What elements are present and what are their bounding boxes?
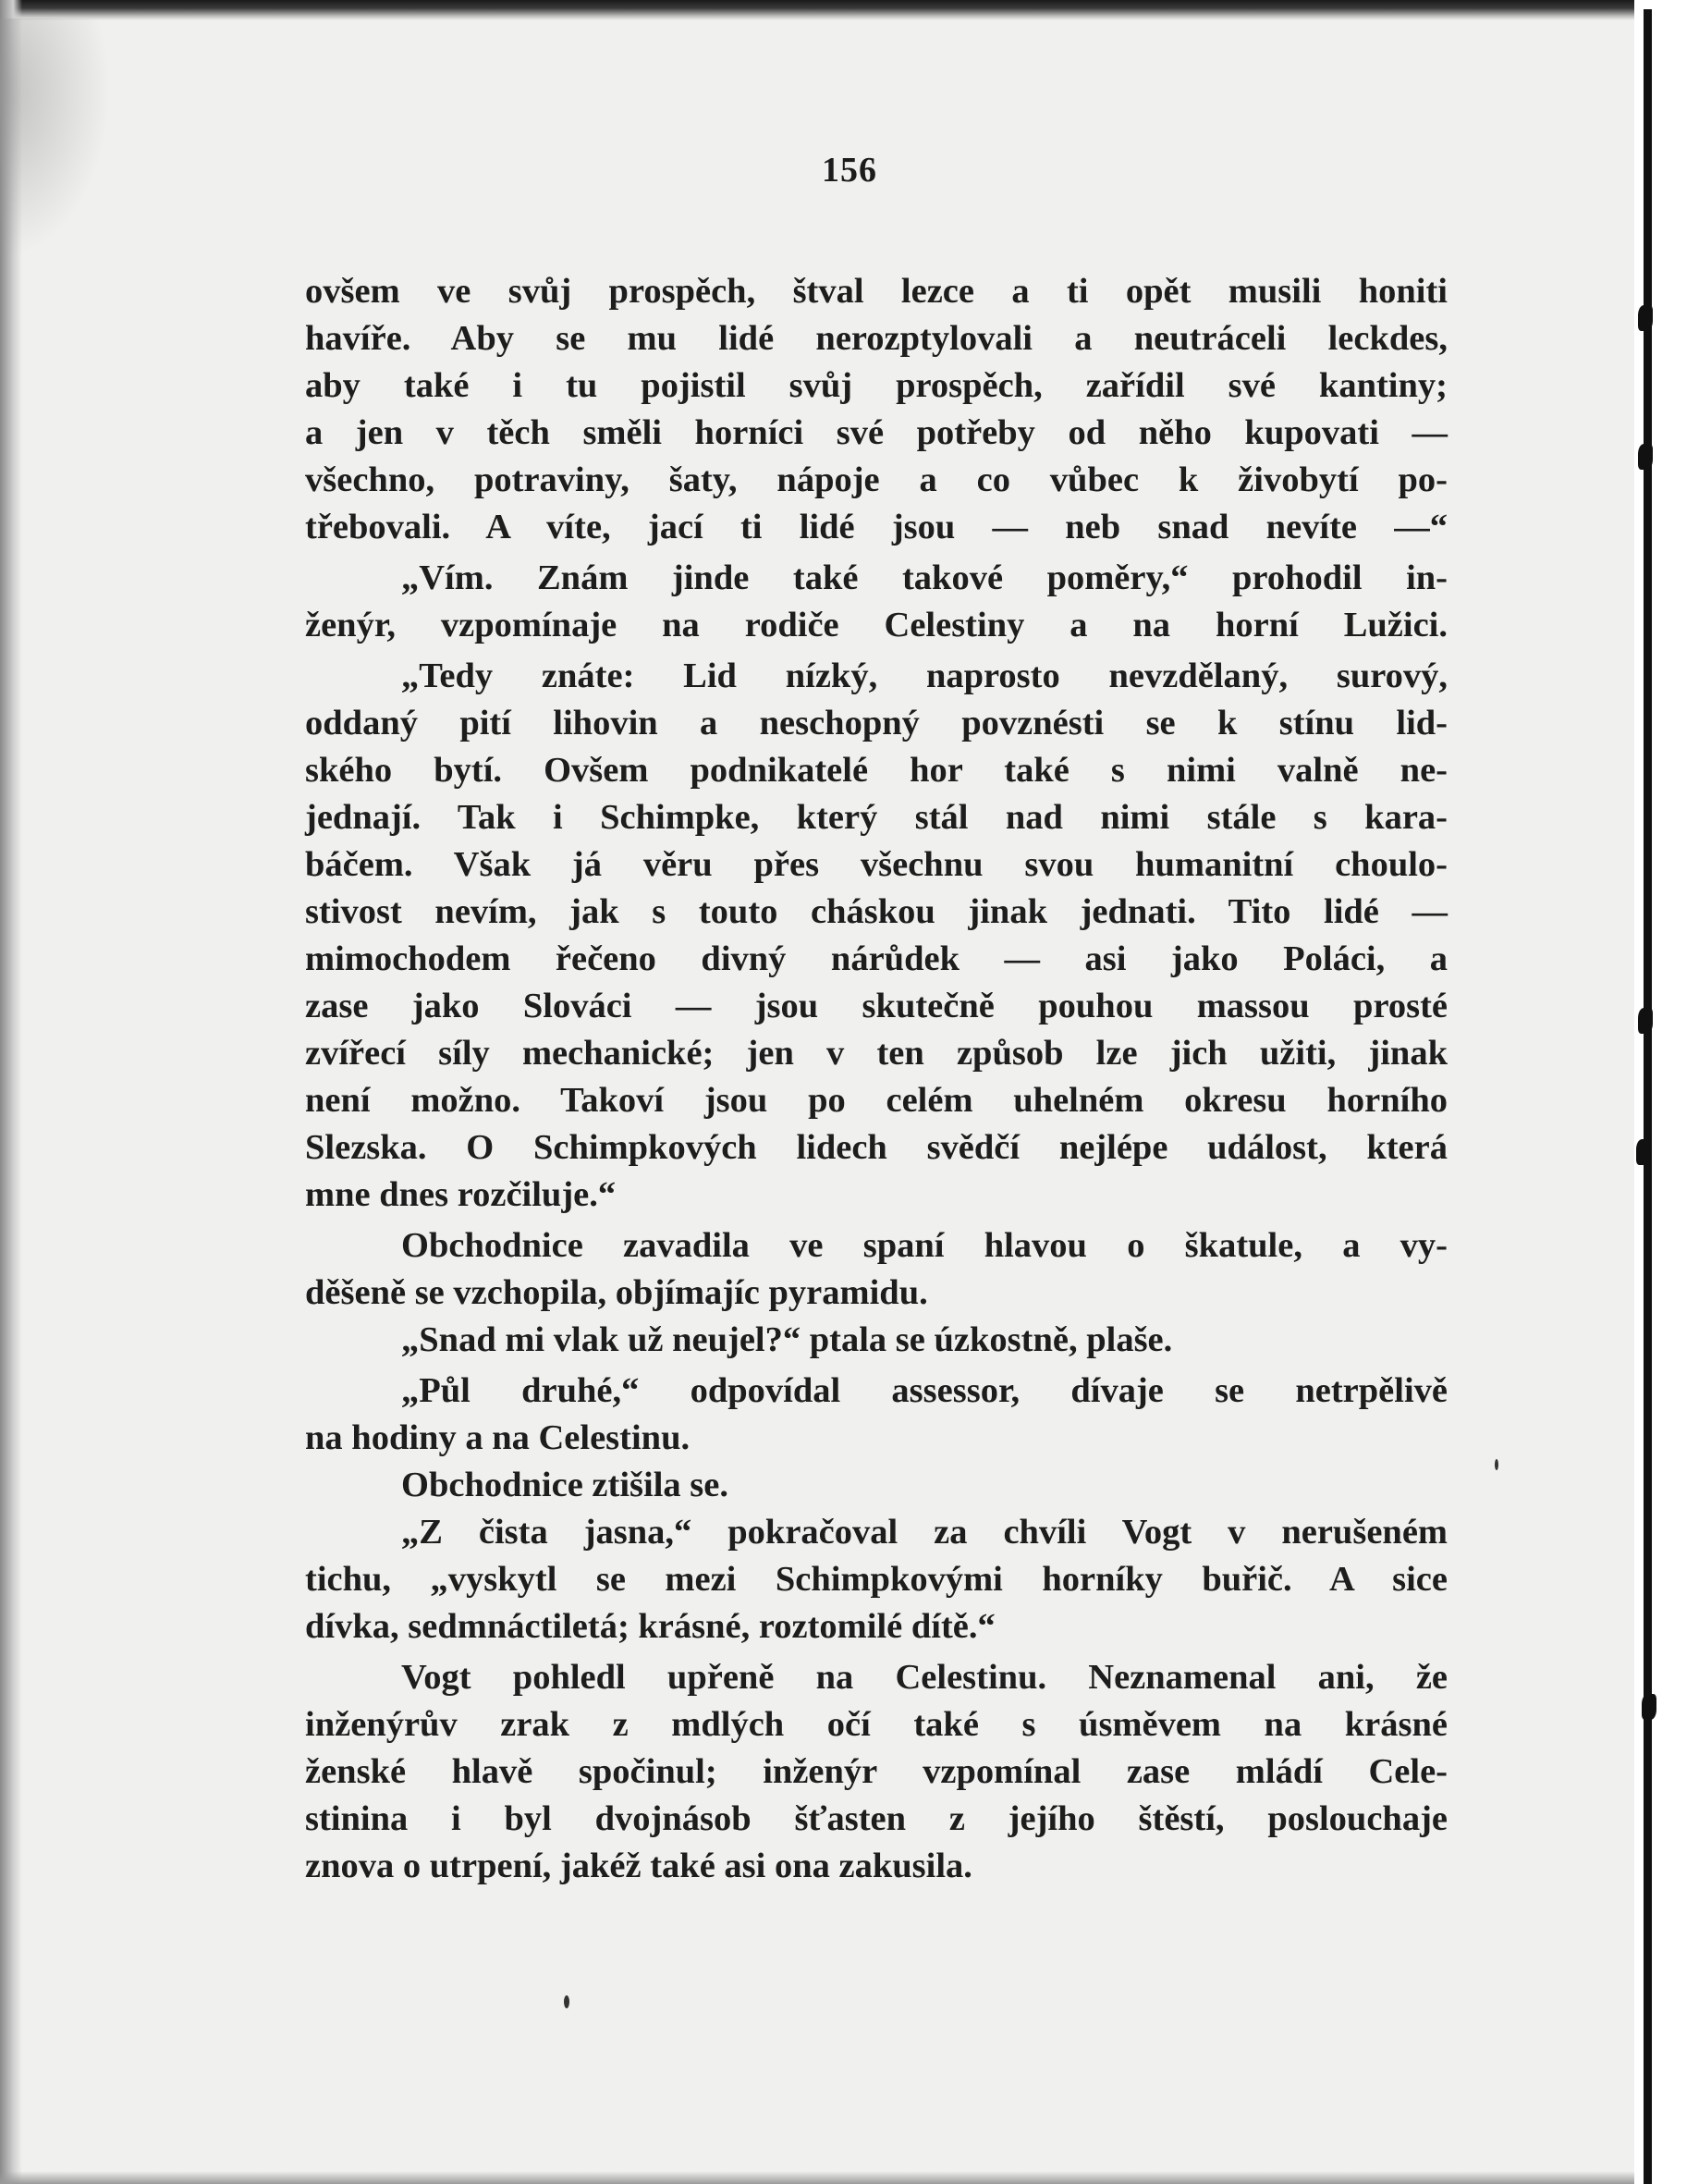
text-line: zase jako Slováci — jsou skutečně pouhou massou prosté	[305, 987, 1448, 1025]
text-line: Obchodnice ztišila se.	[401, 1466, 728, 1504]
text-line: Obchodnice zavadila ve spaní hlavou o škatule, a vy-	[401, 1226, 1448, 1265]
scan-smudge	[0, 18, 111, 259]
text-line: a jen v těch směli horníci své potřeby od něho kupovati —	[305, 413, 1448, 452]
text-line: dívka, sedmnáctiletá; krásné, roztomilé dítě.“	[305, 1607, 996, 1646]
text-line: „Půl druhé,“ odpovídal assessor, dívaje se netrpělivě	[401, 1371, 1448, 1410]
binding-mark	[1642, 1694, 1656, 1720]
text-line: „Snad mi vlak už neujel?“ ptala se úzkostně, plaše.	[401, 1320, 1173, 1359]
text-line: „Z čista jasna,“ pokračoval za chvíli Vogt v nerušeném	[401, 1513, 1448, 1552]
text-line: třebovali. A víte, jací ti lidé jsou — neb snad nevíte —“	[305, 508, 1448, 546]
paragraph	[305, 1222, 1448, 1317]
text-line: mimochodem řečeno divný nárůdek — asi jako Poláci, a	[305, 939, 1448, 978]
text-line: báčem. Však já věru přes všechnu svou humanitní choulo-	[305, 845, 1448, 884]
text-line: ženské hlavě spočinul; inženýr vzpomínal zase mládí Cele-	[305, 1752, 1448, 1791]
text-line: tichu, „vyskytl se mezi Schimpkovými horníky buřič. A sice	[305, 1560, 1448, 1599]
text-line: ovšem ve svůj prospěch, štval lezce a ti opět musili honiti	[305, 272, 1448, 311]
binding-mark	[1638, 1008, 1653, 1034]
text-line: inženýrův zrak z mdlých očí také s úsměvem na krásné	[305, 1705, 1448, 1744]
paragraph	[305, 555, 1448, 649]
paragraph	[305, 653, 1448, 1219]
text-line: zvířecí síly mechanické; jen v ten způsob lze jich užiti, jinak	[305, 1034, 1448, 1073]
paragraph	[305, 1368, 1448, 1462]
text-line: na hodiny a na Celestinu.	[305, 1418, 691, 1457]
text-line: děšeně se vzchopila, objímajíc pyramidu.	[305, 1273, 928, 1312]
ink-speck	[564, 1995, 569, 2008]
text-line: znova o utrpení, jakéž také asi ona zakusila.	[305, 1847, 972, 1885]
text-line: všechno, potraviny, šaty, nápoje a co vůbec k živobytí po-	[305, 460, 1448, 499]
binding-mark	[1638, 444, 1653, 470]
paragraph	[305, 1509, 1448, 1650]
paragraph	[305, 1654, 1448, 1890]
paragraph	[305, 268, 1448, 551]
scan-left-edge	[0, 0, 22, 2184]
scan-top-shadow	[0, 0, 1664, 20]
scan-bottom-edge	[0, 2171, 1699, 2184]
text-line: aby také i tu pojistil svůj prospěch, zařídil své kantiny;	[305, 366, 1448, 405]
paragraph	[305, 1317, 1448, 1364]
text-line: havíře. Aby se mu lidé nerozptylovali a neutráceli leckdes,	[305, 319, 1448, 358]
text-line: stivost nevím, jak s touto cháskou jinak jednati. Tito lidé —	[305, 892, 1448, 931]
text-line: není možno. Takoví jsou po celém uhelném okresu horního	[305, 1081, 1448, 1120]
text-line: „Tedy znáte: Lid nízký, naprosto nevzdělaný, surový,	[401, 656, 1448, 695]
binding-mark	[1638, 305, 1653, 331]
binding-edge	[1644, 9, 1652, 2184]
ink-speck	[1495, 1459, 1498, 1470]
text-line: jednají. Tak i Schimpke, který stál nad nimi stále s kara-	[305, 798, 1448, 837]
text-line: Vogt pohledl upřeně na Celestinu. Neznamenal ani, že	[401, 1658, 1448, 1697]
binding-mark	[1636, 1139, 1651, 1165]
text-line: Slezska. O Schimpkových lidech svědčí nejlépe událost, která	[305, 1128, 1448, 1167]
text-line: ženýr, vzpomínaje na rodiče Celestiny a na horní Lužici.	[305, 606, 1448, 644]
text-line: mne dnes rozčiluje.“	[305, 1175, 617, 1214]
text-line: „Vím. Znám jinde také takové poměry,“ prohodil in-	[401, 558, 1448, 597]
paragraph	[305, 1462, 1448, 1509]
text-line: ského bytí. Ovšem podnikatelé hor také s nimi valně ne-	[305, 751, 1448, 790]
text-line: stinina i byl dvojnásob šťasten z jejího štěstí, poslouchaje	[305, 1799, 1448, 1838]
body-text	[305, 268, 1448, 1890]
text-line: oddaný pití lihovin a neschopný povznésti se k stínu lid-	[305, 704, 1448, 742]
page-number: 156	[822, 151, 877, 190]
